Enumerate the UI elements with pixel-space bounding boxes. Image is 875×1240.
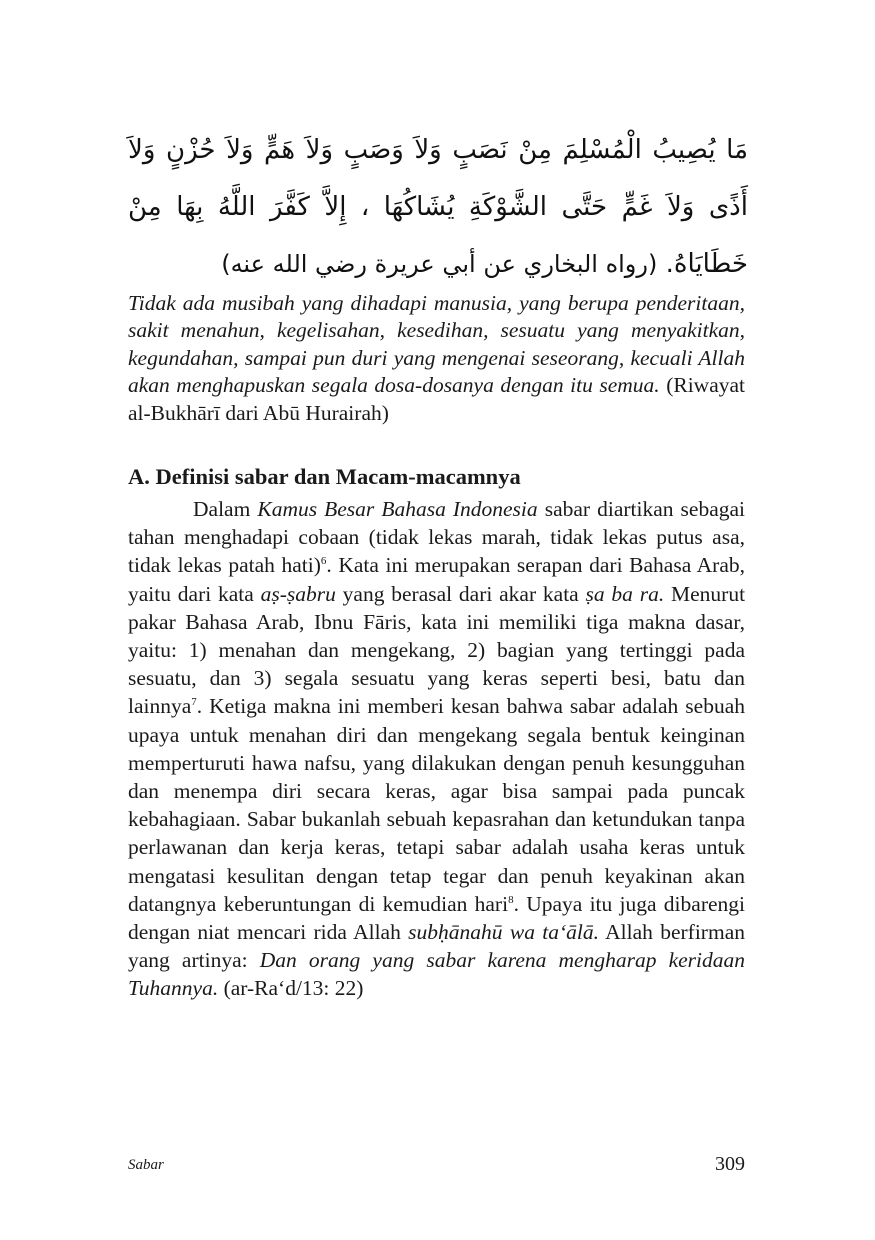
- text-run: Allah berfirman yang artinya:: [128, 920, 745, 973]
- footnote-ref-6: 6: [320, 555, 327, 568]
- body-paragraph: [128, 495, 745, 1003]
- text-run: Menurut pakar Bahasa Arab, Ibnu Fāris, kata ini memiliki tiga makna dasar, yaitu: 1) menahan dan mengekang, 2) bagian yang tertinggi pada sesuatu, dan 3) segala sesuatu yang keras seperti besi, batu dan lainnya: [128, 581, 746, 719]
- text-run: sabar diartikan sebagai tahan menghadapi cobaan (tidak lekas marah, tidak lekas putus asa, tidak lekas patah hati): [128, 497, 746, 578]
- text-run: Dalam: [193, 497, 251, 521]
- hadith-arabic: [128, 122, 748, 293]
- text-run: . Ketiga makna ini memberi kesan bahwa sabar adalah sebuah upaya untuk menahan diri dan mengekang segala bentuk keinginan memperturuti hawa nafsu, yang dilakukan dengan penuh kesungguhan dan menempa diri secara keras, agar bisa sampai pada puncak kebahagiaan. Sabar bukanlah sebuah kepasrahan dan ketundukan tanpa perlawanan dan kerja keras, tetapi sabar adalah usaha keras untuk mengatasi kesulitan dengan tetap tegar dan penuh keyakinan akan datangnya keberuntungan di kemudian hari: [128, 694, 745, 916]
- translation-text: Tidak ada musibah yang dihadapi manusia, yang berupa penderitaan, sakit menahun, kegelisahan, kesedihan, sesuatu yang menyakitkan, kegundahan, sampai pun duri yang mengenai seseorang, kecuali Allah akan menghapuskan segala dosa-dosanya dengan itu semua.: [128, 291, 745, 398]
- honorific: subḥānahū wa taʻālā.: [408, 920, 599, 945]
- translation-source: (Riwayat al-Bukhārī dari Abū Hurairah): [128, 373, 745, 425]
- root-word: ṣa ba ra.: [585, 581, 665, 606]
- footnote-ref-7: 7: [191, 696, 197, 709]
- book-title: Kamus Besar Bahasa Indonesia: [257, 497, 538, 521]
- quran-translation: Dan orang yang sabar karena mengharap keridaan Tuhannya.: [128, 948, 746, 1001]
- quran-reference: (ar-Raʻd/13: 22): [223, 976, 364, 1001]
- running-title: Sabar: [128, 1157, 164, 1173]
- hadith-translation: [128, 290, 745, 427]
- footnote-ref-8: 8: [508, 893, 514, 906]
- arabic-term: aṣ-ṣabru: [260, 581, 336, 606]
- section-heading: A. Definisi sabar dan Macam-macamnya: [128, 464, 521, 489]
- text-run: . Upaya itu juga dibarengi dengan niat mencari rida Allah: [128, 891, 745, 945]
- page-number: 309: [715, 1153, 745, 1175]
- text-run: . Kata ini merupakan serapan dari Bahasa Arab, yaitu dari kata: [128, 553, 745, 606]
- hadith-narration: (رواه البخاري عن أبي عريرة رضي الله عنه): [221, 250, 658, 278]
- hadith-arabic-text: مَا يُصِيبُ الْمُسْلِمَ مِنْ نَصَبٍ وَلاَ وَصَبٍ وَلاَ هَمٍّ وَلاَ حُزْنٍ وَلاَ أَذًى وَلاَ غَمٍّ حَتَّى الشَّوْكَةِ يُشَاكُهَا ، إِلاَّ كَفَّرَ اللَّهُ بِهَا مِنْ خَطَايَاهُ.: [128, 135, 748, 279]
- text-run: yang berasal dari akar kata: [342, 581, 579, 606]
